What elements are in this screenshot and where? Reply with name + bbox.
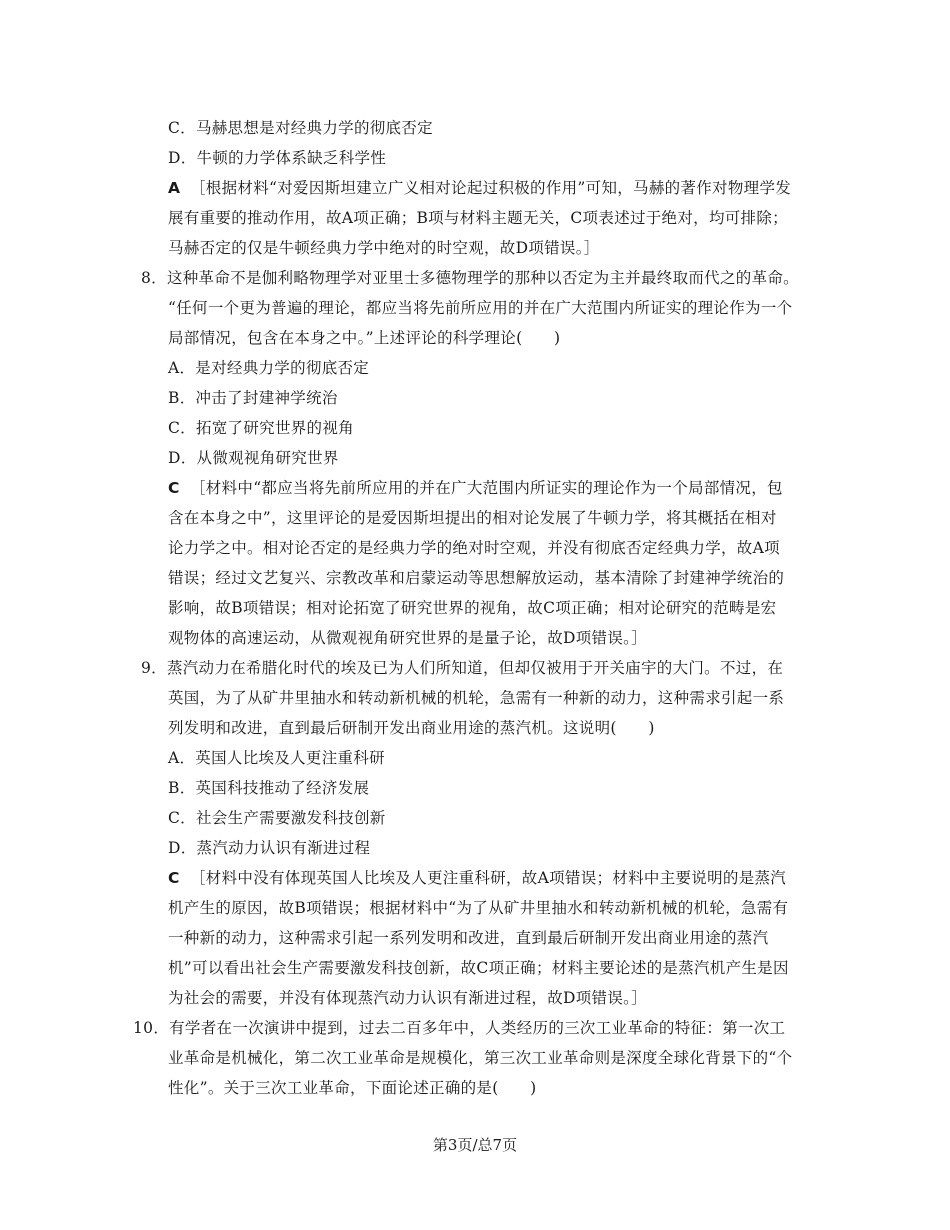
- q8-option-a: A．是对经典力学的彻底否定: [168, 359, 370, 377]
- q10-stem-line-1: 10．有学者在一次演讲中提到，过去二百多年中，人类经历的三次工业革命的特征：第一次工: [133, 1019, 786, 1037]
- q8-stem-line-3: 局部情况，包含在本身之中。”上述评论的科学理论( ): [168, 329, 561, 347]
- q8-answer-line-5: 影响，故B项错误；相对论拓宽了研究世界的视角，故C项正确；相对论研究的范畴是宏: [168, 599, 777, 617]
- q9-answer-line-1: [168, 868, 786, 888]
- q8-option-d: D．从微观视角研究世界: [168, 449, 339, 467]
- q7-explanation-text: ［根据材料“对爱因斯坦建立广义相对论起过积极的作用”可知，马赫的著作对物理学发: [190, 179, 792, 197]
- q7-answer-line-2: 展有重要的推动作用，故A项正确；B项与材料主题无关，C项表述过于绝对，均可排除；: [168, 209, 788, 227]
- q7-option-d: D．牛顿的力学体系缺乏科学性: [168, 149, 387, 167]
- q9-answer-line-4: 机”可以看出社会生产需要激发科技创新，故C项正确；材料主要论述的是蒸汽机产生是因: [168, 959, 789, 977]
- q8-explanation-text: ［材料中“都应当将先前所应用的并在广大范围内所证实的理论作为一个局部情况，包: [190, 479, 783, 497]
- q8-stem-line-1: 8．这种革命不是伽利略物理学对亚里士多德物理学的那种以否定为主并最终取而代之的革命。: [141, 269, 799, 287]
- q9-stem-line-1: 9．蒸汽动力在希腊化时代的埃及已为人们所知道，但却仅被用于开关庙宇的大门。不过，在: [141, 659, 784, 677]
- q8-answer-line-6: 观物体的高速运动，从微观视角研究世界的是量子论，故D项错误。］: [168, 629, 647, 647]
- q7-option-c: C．马赫思想是对经典力学的彻底否定: [168, 119, 433, 137]
- q8-answer-line-4: 错误；经过文艺复兴、宗教改革和启蒙运动等思想解放运动，基本清除了封建神学统治的: [168, 569, 785, 587]
- q8-answer-line-2: 含在本身之中”，这里评论的是爱因斯坦提出的相对论发展了牛顿力学，将其概括在相对: [168, 509, 777, 527]
- q10-stem-line-2: 业革命是机械化，第二次工业革命是规模化，第三次工业革命则是深度全球化背景下的“个: [168, 1049, 793, 1067]
- q9-option-a: A．英国人比埃及人更注重科研: [168, 749, 385, 767]
- q8-answer-line-3: 论力学之中。相对论否定的是经典力学的绝对时空观，并没有彻底否定经典力学，故A项: [168, 539, 780, 557]
- page-number: 第3页/总7页: [432, 1136, 518, 1154]
- q9-explanation-text: ［材料中没有体现英国人比埃及人更注重科研，故A项错误；材料中主要说明的是蒸汽: [190, 869, 787, 887]
- q8-option-b: B．冲击了封建神学统治: [168, 389, 338, 407]
- q10-stem-line-3: 性化”。关于三次工业革命，下面论述正确的是( ): [168, 1079, 537, 1097]
- q8-option-c: C．拓宽了研究世界的视角: [168, 419, 354, 437]
- q9-stem-line-3: 列发明和改进，直到最后研制开发出商业用途的蒸汽机。这说明( ): [168, 719, 655, 737]
- q8-stem-line-2: “任何一个更为普遍的理论，都应当将先前所应用的并在广大范围内所证实的理论作为一个: [168, 299, 793, 317]
- q8-answer-line-1: [168, 478, 783, 498]
- q9-answer-line-3: 一种新的动力，这种需求引起一系列发明和改进，直到最后研制开发出商业用途的蒸汽: [168, 929, 769, 947]
- q7-answer-line-1: [168, 178, 791, 198]
- q9-option-c: C．社会生产需要激发科技创新: [168, 809, 386, 827]
- q9-answer-line-2: 机产生的原因，故B项错误；根据材料中“为了从矿井里抽水和转动新机械的机轮，急需有: [168, 899, 789, 917]
- q9-option-b: B．英国科技推动了经济发展: [168, 779, 370, 797]
- q8-answer-letter: C: [168, 479, 180, 497]
- q9-option-d: D．蒸汽动力认识有渐进过程: [168, 839, 371, 857]
- q9-stem-line-2: 英国，为了从矿井里抽水和转动新机械的机轮，急需有一种新的动力，这种需求引起一系: [168, 689, 785, 707]
- q9-answer-letter: C: [168, 869, 180, 887]
- q7-answer-letter: A: [168, 179, 181, 197]
- q7-answer-line-3: 马赫否定的仅是牛顿经典力学中绝对的时空观，故D项错误。］: [168, 239, 600, 257]
- q9-answer-line-5: 为社会的需要，并没有体现蒸汽动力认识有渐进过程，故D项错误。］: [168, 989, 647, 1007]
